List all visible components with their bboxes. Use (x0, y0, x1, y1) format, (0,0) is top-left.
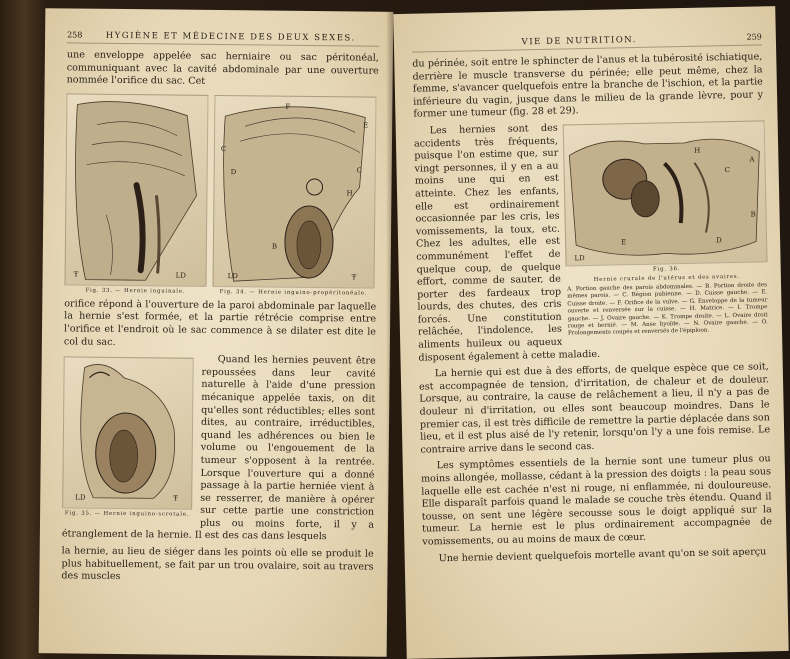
figure-34-engraving (212, 95, 376, 289)
figure-36-caption: Fig. 36. (652, 266, 681, 273)
svg-text:Ŧ: Ŧ (351, 273, 357, 282)
figure-36 (564, 120, 768, 338)
right-running-head (412, 32, 762, 52)
figure-34-letter-f: F (285, 102, 291, 111)
figure-34-caption: Fig. 34. — Hernie inguino-propéritonéale. (219, 288, 368, 297)
left-page (39, 8, 394, 657)
right-page-number: 259 (746, 32, 762, 42)
right-paragraph-3: La hernie qui est due à des efforts, de quelque espèce que ce soit, est accompagnée de tension, d'irritation, de chaleur et de douleur. Lorsque, au contraire, la cause de relâchement a lieu, il n'y a pas de douleur ni d'irritation, ou elles sont beaucoup moindres. Dans le premier cas, il est très difficile de remettre la partie déplacée dans son lieu, et il est plus aisé de l'y retenir, lorsqu'on l'y a une fois remise. Le contraire arrive dans le second cas. (418, 361, 771, 456)
figure-35-caption: Fig. 35. — Hernie inguino-scrotale. (64, 510, 190, 518)
figure-36-letter-c: C (724, 166, 731, 175)
left-paragraph-4: la hernie, au lieu de siéger dans les points où elle se produit le plus habituellement, se fait par un trou ovalaire, soit au travers des muscles (61, 545, 374, 583)
figure-36-letter-a: A (749, 155, 755, 164)
figure-36-letter-d: D (716, 236, 722, 245)
left-top-paragraph: une enveloppe appelée sac herniaire ou sac péritonéal, communiquant avec la cavité abdominale par une ouverture nommée l'orifice du sac. Cet (66, 49, 379, 88)
figure-34-letter-c-right: C (356, 166, 363, 175)
figure-34-letter-ld: LD (227, 271, 238, 281)
figure-33-engraving (64, 93, 208, 286)
figure-36-engraving (563, 120, 768, 266)
left-running-head (67, 30, 379, 46)
right-paragraph-5: Une hernie devient quelquefois mortelle avant qu'on se soit aperçu (438, 545, 767, 564)
figure-35 (62, 357, 194, 519)
figure-36-subcaption: Hernie crurale de l'utérus et des ovaires. (593, 273, 741, 283)
figure-36-legend: A. Portion gauche des parois abdominales. — B. Portion droite des mêmes parois. — C. Région pubienne. — D. Cuisse gauche. — E. Cuisse droite. — F. Orifice de la vulve. — G. Enveloppe de la tumeur ouverte et renversée sur la cuisse. — H. Matrice. — I. Trompe gauche. — J. Ovaire gauche. — K. Trompe droite. — L. Ovaire droit rouge et hernié. — M. Anse hyoïde. — N. Ovaire gauche. — O. Prolongements coupés et renversés de l'épiploon. (567, 282, 768, 337)
figure-35-letter-ld: LD (75, 493, 86, 502)
right-page (393, 6, 788, 659)
left-running-title: HYGIÈNE ET MÉDECINE DES DEUX SEXES. (105, 30, 356, 44)
figure-33-caption: Fig. 33. — Hernie inguinale. (85, 287, 186, 295)
left-figure-row (64, 93, 378, 297)
left-page-number: 258 (67, 30, 83, 40)
figure-34-letter-h: H (346, 189, 353, 198)
left-paragraph-2: orifice répond à l'ouverture de la paroi abdominale par laquelle la hernie s'est formée, et la partie rétrécie comprise entre l'orifice et l'endroit où le sac commence à se dilater est dite le col du sac. (63, 298, 377, 348)
svg-text:Ŧ: Ŧ (173, 494, 178, 503)
svg-text:Ŧ: Ŧ (73, 270, 79, 279)
figure-36-letter-b: B (750, 210, 756, 219)
figure-33 (64, 93, 208, 295)
figure-34-letter-d: D (230, 167, 237, 176)
figure-36-letter-e: E (621, 238, 627, 247)
figure-33-letter-ld: LD (175, 271, 186, 280)
figure-34 (212, 95, 376, 298)
figure-36-letter-h: H (694, 146, 701, 155)
figure-35-engraving (62, 357, 194, 510)
figure-34-letter-c-left: C (220, 144, 227, 153)
figure-34-letter-e: E (363, 121, 369, 130)
right-paragraph-4: Les symptômes essentiels de la hernie sont une tumeur plus ou moins allongée, mollasse, cédant à la pression des doigts : la peau sous laquelle elle est cachée n'est ni rouge, ni enflammée, ni douloureuse. Elle disparaît parfois quand le malade se couche très étendu. Quand il tousse, on sent une légère secousse sous le doigt appliqué sur la tumeur. La hernie est le plus ordinairement accompagnée de vomissements, ou au moins de maux de cœur. (420, 453, 773, 548)
right-paragraph-1: du périnée, soit entre le sphincter de l'anus et la tubérosité ischiatique, derrière le muscle transverse du périnée; elle peut même, chez la femme, s'avancer quelquefois entre la branche de l'ischion, et la partie inférieure du vagin, jusque dans le milieu de la grande lèvre, pour y former une tumeur (fig. 28 et 29). (412, 51, 764, 121)
right-paragraph-2: Les hernies sont des accidents très fréquents, puisque l'on estime que, sur vingt personnes, il y en a au moins une qui en est atteinte. Chez les enfants, elle est ordinairement occasionnée par les cris, les vomissements, la toux, etc. Chez les adultes, elle est communément l'effet de quelque coup, de quelque effort, comme de sauter, de porter des fardeaux trop lourds, des chutes, des cris forcés. Une constitution relâchée, l'indolence, les aliments huileux ou aqueux disposent également à cette maladie. (413, 122, 601, 364)
right-running-title: VIE DE NUTRITION. (521, 34, 637, 48)
figure-34-letter-b: B (271, 242, 278, 251)
figure-36-letter-ld: LD (574, 254, 585, 263)
left-paragraph-3: Quand les hernies peuvent être repoussées dans leur cavité naturelle à l'aide d'une pression mécanique appelée taxis, on dit qu'elles sont réductibles; elles sont dites, au contraire, irréductibles, quand les adhérences ou bien le volume ou l'engouement de la tumeur s'opposent à la rentrée. Lorsque l'ouverture qui a donné passage à la partie herniée vient à se resserrer, de manière à opérer sur cette partie une constriction plus ou moins forte, il y a étranglement de la hernie. Il est des cas dans lesquels (61, 354, 376, 543)
